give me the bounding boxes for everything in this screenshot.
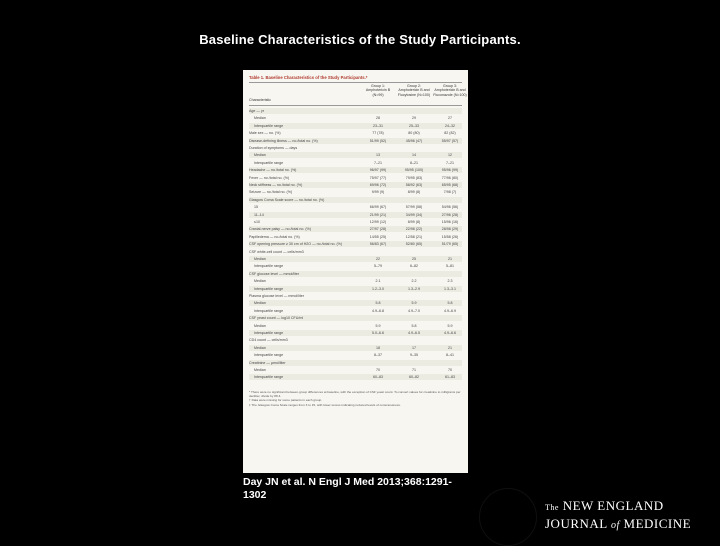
row-label: Neck stiffness — no./total no. (%) xyxy=(249,183,303,187)
row-value-group3: 1.3–3.1 xyxy=(444,286,456,291)
row-label: Interquartile range xyxy=(254,264,284,269)
row-value-group3: 65/95 (68) xyxy=(441,183,459,187)
table-row xyxy=(249,256,462,262)
row-value-group1: 56/83 (67) xyxy=(369,242,387,247)
row-label: CSF opening pressure ≥ 30 cm of H2O — no./total no. (%) xyxy=(249,242,343,247)
row-label: Interquartile range xyxy=(254,375,284,380)
table-row xyxy=(249,263,462,269)
row-value-group3: 27 xyxy=(448,116,452,121)
row-value-group3: 15/96 (16) xyxy=(441,220,459,224)
row-value-group2: 9–35 xyxy=(410,353,418,358)
table-row xyxy=(249,315,462,321)
row-value-group1: 23–31 xyxy=(373,123,383,128)
row-label: Median xyxy=(254,345,266,350)
row-value-group1: 66/99 (67) xyxy=(369,205,387,210)
table-row xyxy=(249,130,462,136)
row-value-group2: 4.9–6.5 xyxy=(408,331,420,335)
row-label: ≤10 xyxy=(254,220,260,224)
row-value-group1: 22 xyxy=(376,257,380,261)
row-label: Interquartile range xyxy=(254,353,284,358)
table-row xyxy=(249,189,462,195)
row-label: Seizure — no./total no. (%) xyxy=(249,190,293,195)
row-value-group2: 71 xyxy=(412,368,416,372)
row-label: CD4 count — cells/mm3 xyxy=(249,338,288,343)
row-value-group1: 5.8 xyxy=(375,301,381,306)
row-value-group2: 8/99 (8) xyxy=(407,190,421,195)
row-value-group1: 5–79 xyxy=(374,264,382,269)
table-row xyxy=(249,197,462,203)
row-label: Male sex — no. (%) xyxy=(249,131,281,136)
row-value-group2: 1.3–2.9 xyxy=(408,286,420,291)
row-value-group3: 27/96 (28) xyxy=(441,212,459,217)
row-value-group3: 77/96 (80) xyxy=(441,175,459,180)
table-row xyxy=(249,152,462,158)
table-row xyxy=(249,323,462,329)
row-value-group3: 61–83 xyxy=(445,375,455,380)
row-value-group3: 2.3 xyxy=(447,279,453,284)
row-value-group3: 70 xyxy=(448,368,452,372)
row-value-group1: 28 xyxy=(376,116,380,121)
table-row xyxy=(249,330,462,336)
logo-journal: JOURNAL xyxy=(545,516,608,531)
row-label: Duration of symptoms — days xyxy=(249,146,298,150)
row-label: Interquartile range xyxy=(254,308,284,313)
row-value-group3: 82 (82) xyxy=(444,131,456,136)
row-label: Median xyxy=(254,153,266,158)
row-value-group1: 70 xyxy=(376,368,380,372)
row-value-group2: 45/96 (47) xyxy=(405,138,423,143)
row-value-group1: 7–21 xyxy=(374,160,382,165)
row-value-group2: 5.9 xyxy=(411,301,417,306)
header-characteristic: Characteristic xyxy=(249,98,271,102)
header-group2: Group 2: Amphotericin B and Flucytosine (N=100) xyxy=(397,84,431,97)
row-label: Papilledema — no./total no. (%) xyxy=(249,234,300,239)
row-value-group3: 15/58 (26) xyxy=(441,234,459,239)
row-value-group2: 2.2 xyxy=(411,279,417,284)
row-value-group2: 14 xyxy=(412,153,416,158)
row-value-group1: 21/99 (21) xyxy=(369,212,387,217)
row-label: Interquartile range xyxy=(254,286,284,291)
footnote: * There were no significant between-group differences at baseline, with the exception of CSF yeast count. To convert values for creatinine to milligrams per deciliter, divide by 88.4. xyxy=(249,390,461,399)
table-row xyxy=(249,374,462,380)
logo-line1: NEW ENGLAND xyxy=(562,498,664,513)
footnote: ‡ The Glasgow Coma Scale ranges from 3 to 15, with lower scores indicating reduced levels of consciousness. xyxy=(249,402,401,407)
row-label: Median xyxy=(254,323,266,328)
table-row xyxy=(249,123,462,129)
row-value-group2: 60–82 xyxy=(409,375,419,380)
row-value-group2: 25–33 xyxy=(409,123,419,128)
row-value-group3: 5.8 xyxy=(447,301,453,306)
logo-medicine: MEDICINE xyxy=(623,516,692,531)
row-value-group2: 25 xyxy=(412,257,416,261)
row-value-group3: 7/98 (7) xyxy=(443,190,457,195)
row-value-group3: 54/96 (56) xyxy=(441,205,459,210)
row-value-group2: 57/99 (58) xyxy=(405,205,423,210)
row-value-group3: 55/97 (57) xyxy=(441,138,459,143)
table-row xyxy=(249,234,462,240)
row-value-group2: 5.8 xyxy=(411,323,417,328)
table-row xyxy=(249,308,462,314)
row-value-group1: 1.2–3.0 xyxy=(372,286,384,291)
row-value-group2: 22/98 (22) xyxy=(405,227,423,232)
table-row xyxy=(249,115,462,121)
table-row xyxy=(249,278,462,284)
header-group1: Group 1: Amphotericin B (N=99) xyxy=(365,84,391,97)
row-value-group2: 8–21 xyxy=(410,160,418,165)
row-value-group1: 77 (78) xyxy=(372,131,384,136)
row-label: 11–14 xyxy=(254,212,264,217)
row-value-group3: 5.9 xyxy=(447,323,453,328)
row-value-group2: 8/99 (8) xyxy=(407,220,421,224)
row-label: Fever — no./total no. (%) xyxy=(249,175,290,180)
row-value-group2: 12/58 (21) xyxy=(405,234,423,239)
table-row xyxy=(249,219,462,225)
journal-seal-icon xyxy=(479,488,537,546)
row-value-group3: 51/79 (65) xyxy=(441,242,459,247)
row-value-group3: 7–21 xyxy=(446,160,454,165)
table-row xyxy=(249,145,462,151)
table-row xyxy=(249,293,462,299)
table-row xyxy=(249,226,462,232)
table-row xyxy=(249,300,462,306)
row-value-group3: 28/98 (29) xyxy=(441,227,459,232)
footnote: † Data were missing for some patients in each group. xyxy=(249,398,323,403)
row-label: CSF glucose level — mmol/liter xyxy=(249,271,300,276)
row-label: 15 xyxy=(254,205,258,210)
row-label: Median xyxy=(254,368,266,372)
row-value-group1: 96/97 (99) xyxy=(369,168,387,173)
row-label: Age — yr xyxy=(249,109,264,113)
row-value-group1: 5.9 xyxy=(375,323,381,328)
table-row xyxy=(249,271,462,277)
row-value-group2: 80 (80) xyxy=(408,131,420,136)
row-value-group2: 95/95 (100) xyxy=(404,168,424,173)
table-row xyxy=(249,345,462,351)
table-row xyxy=(249,249,462,255)
row-value-group1: 8–37 xyxy=(374,353,382,358)
table-row xyxy=(249,212,462,218)
table-row xyxy=(249,204,462,210)
row-label: Headache — no./total no. (%) xyxy=(249,168,297,173)
row-label: Median xyxy=(254,279,266,284)
row-value-group1: 27/97 (28) xyxy=(369,227,387,232)
row-value-group2: 58/92 (63) xyxy=(405,183,423,187)
row-value-group1: 18 xyxy=(376,345,380,350)
row-value-group3: 8–41 xyxy=(446,353,454,358)
row-value-group3: 5–81 xyxy=(446,264,454,269)
row-value-group1: 4.9–6.8 xyxy=(372,308,384,313)
row-value-group2: 29 xyxy=(412,116,416,121)
row-label: Median xyxy=(254,301,266,306)
table-row xyxy=(249,175,462,181)
logo-the: The xyxy=(545,503,559,512)
table-row xyxy=(249,286,462,292)
row-label: Interquartile range xyxy=(254,331,284,335)
row-label: CSF yeast count — log10 CFU/ml xyxy=(249,316,304,321)
table-row xyxy=(249,352,462,358)
table-row xyxy=(249,360,462,366)
row-value-group2: 6–82 xyxy=(410,264,418,269)
row-value-group3: 24–32 xyxy=(445,123,455,128)
row-value-group1: 14/55 (25) xyxy=(369,234,387,239)
row-value-group2: 4.9–7.0 xyxy=(408,308,420,313)
table-row xyxy=(249,167,462,173)
table-row xyxy=(249,160,462,166)
table-row xyxy=(249,108,462,114)
row-value-group1: 5.0–6.6 xyxy=(372,331,384,335)
row-label: Interquartile range xyxy=(254,160,284,165)
row-value-group1: 13 xyxy=(376,153,380,158)
row-value-group3: 21 xyxy=(448,257,452,261)
row-label: Median xyxy=(254,116,266,121)
row-value-group3: 12 xyxy=(448,153,452,158)
row-value-group1: 60–83 xyxy=(373,375,383,380)
row-label: Cranial-nerve palsy — no./total no. (%) xyxy=(249,227,311,232)
row-value-group3: 21 xyxy=(448,345,452,350)
citation: Day JN et al. N Engl J Med 2013;368:1291-1302 xyxy=(243,476,452,501)
table-footnotes xyxy=(249,390,462,407)
header-rule-top xyxy=(249,82,462,83)
row-label: CSF white-cell count — cells/mm3 xyxy=(249,249,304,254)
logo-of: of xyxy=(611,520,620,531)
row-value-group1: 12/99 (12) xyxy=(369,220,387,224)
header-group3: Group 3: Amphotericin B and Fluconazole (N=100) xyxy=(433,84,467,97)
row-value-group1: 69/96 (72) xyxy=(369,183,387,187)
journal-logo xyxy=(545,498,691,532)
row-value-group1: 75/97 (77) xyxy=(369,175,387,180)
row-label: Glasgow Coma Scale score — no./total no. (%) xyxy=(249,197,325,202)
table-row xyxy=(249,182,462,188)
row-label: Median xyxy=(254,257,266,261)
row-value-group1: 9/99 (9) xyxy=(371,190,385,195)
row-label: Plasma glucose level — mmol/liter xyxy=(249,294,304,298)
slide-title: Baseline Characteristics of the Study Participants. xyxy=(199,32,521,47)
row-value-group2: 79/95 (83) xyxy=(405,175,423,180)
table-row xyxy=(249,138,462,144)
row-label: Disease-defining illness — no./total no. (%) xyxy=(249,138,318,143)
row-value-group3: 4.9–6.9 xyxy=(444,308,456,313)
row-value-group3: 95/96 (99) xyxy=(441,168,459,173)
table-row xyxy=(249,241,462,247)
table-row xyxy=(249,337,462,343)
row-value-group3: 4.9–6.6 xyxy=(444,331,456,335)
table-title: Table 1. Baseline Characteristics of the Study Participants.* xyxy=(249,75,368,80)
table-image xyxy=(243,70,468,473)
row-value-group2: 34/99 (34) xyxy=(405,212,423,217)
table-row xyxy=(249,367,462,373)
row-label: Creatinine — µmol/liter xyxy=(249,360,286,365)
row-value-group2: 52/80 (65) xyxy=(405,242,423,247)
row-value-group1: 2.1 xyxy=(375,279,381,284)
row-value-group1: 51/99 (52) xyxy=(369,138,387,143)
header-rule-bottom xyxy=(249,105,462,106)
row-label: Interquartile range xyxy=(254,123,284,128)
row-value-group2: 17 xyxy=(412,345,416,350)
